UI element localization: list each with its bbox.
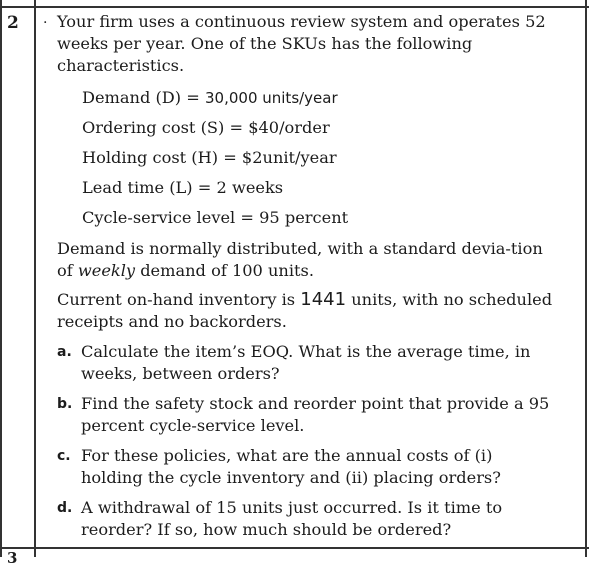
table-bottom-border: [0, 547, 589, 549]
parameter-value: $40/order: [248, 118, 330, 137]
parameter-equals: =: [186, 88, 200, 107]
table-number-column-divider: [34, 0, 36, 557]
sub-question-label: a.: [57, 344, 72, 360]
parameter-row: [82, 203, 557, 233]
demand-distribution-note: [57, 238, 557, 282]
parameter-value: 2 weeks: [216, 178, 284, 197]
parameter-label: Demand (D): [82, 88, 182, 107]
inventory-value: 1441: [300, 289, 347, 310]
sub-question-text: A withdrawal of 15 units just occurred. Is it time to reorder? If so, how much should be ordered?: [81, 498, 503, 539]
inventory-note-text-end: units, with no scheduled receipts and no backorders.: [57, 290, 553, 331]
parameter-label: Cycle-service level: [82, 208, 236, 227]
sub-question-label: c.: [57, 448, 71, 464]
parameter-equals: =: [223, 148, 237, 167]
parameter-equals: =: [197, 178, 212, 197]
sub-question-text: Find the safety stock and reorder point that provide a 95 percent cycle-service level.: [81, 394, 550, 435]
parameter-label: Lead time (L): [82, 178, 193, 197]
table-top-border: [0, 6, 589, 8]
sub-question-text: Calculate the item’s EOQ. What is the average time, in weeks, between orders?: [81, 342, 531, 383]
question-intro: Your firm uses a continuous review system and operates 52 weeks per year. One of the SKUs has the following characteristics.: [57, 12, 546, 75]
parameter-value: 95 percent: [259, 208, 349, 227]
sub-question-label: b.: [57, 396, 73, 412]
question-number: 2: [7, 13, 19, 33]
parameter-row: [82, 173, 557, 203]
table-right-border: [585, 0, 587, 557]
demand-note-text: Demand is normally distributed, with a standard devia-tion of: [57, 239, 543, 280]
parameter-label: Holding cost (H): [82, 148, 219, 167]
parameter-equals: =: [240, 208, 254, 227]
parameter-row: [82, 83, 557, 113]
demand-note-text-end: demand of 100 units.: [135, 261, 314, 280]
parameter-list: [82, 83, 557, 233]
sub-question-text: For these policies, what are the annual costs of (i) holding the cycle inventory and (ii) placing orders?: [81, 446, 501, 487]
sub-question: [57, 341, 557, 385]
sub-question: [57, 445, 557, 489]
parameter-value: 30,000 units/year: [205, 89, 338, 107]
sub-question: [57, 497, 557, 541]
question-bullet: .: [43, 11, 48, 27]
parameter-value: $2unit/year: [241, 148, 337, 167]
demand-note-emphasis: weekly: [77, 261, 136, 280]
sub-question-label: d.: [57, 500, 73, 516]
inventory-note: [57, 289, 557, 333]
table-left-border: [0, 0, 2, 557]
inventory-note-text: Current on-hand inventory is: [57, 290, 301, 309]
parameter-equals: =: [229, 118, 244, 137]
next-question-number: 3: [7, 549, 18, 567]
parameter-row: [82, 113, 557, 143]
parameter-row: [82, 143, 557, 173]
parameter-label: Ordering cost (S): [82, 118, 225, 137]
sub-question: [57, 393, 557, 437]
question-body: [57, 11, 557, 541]
